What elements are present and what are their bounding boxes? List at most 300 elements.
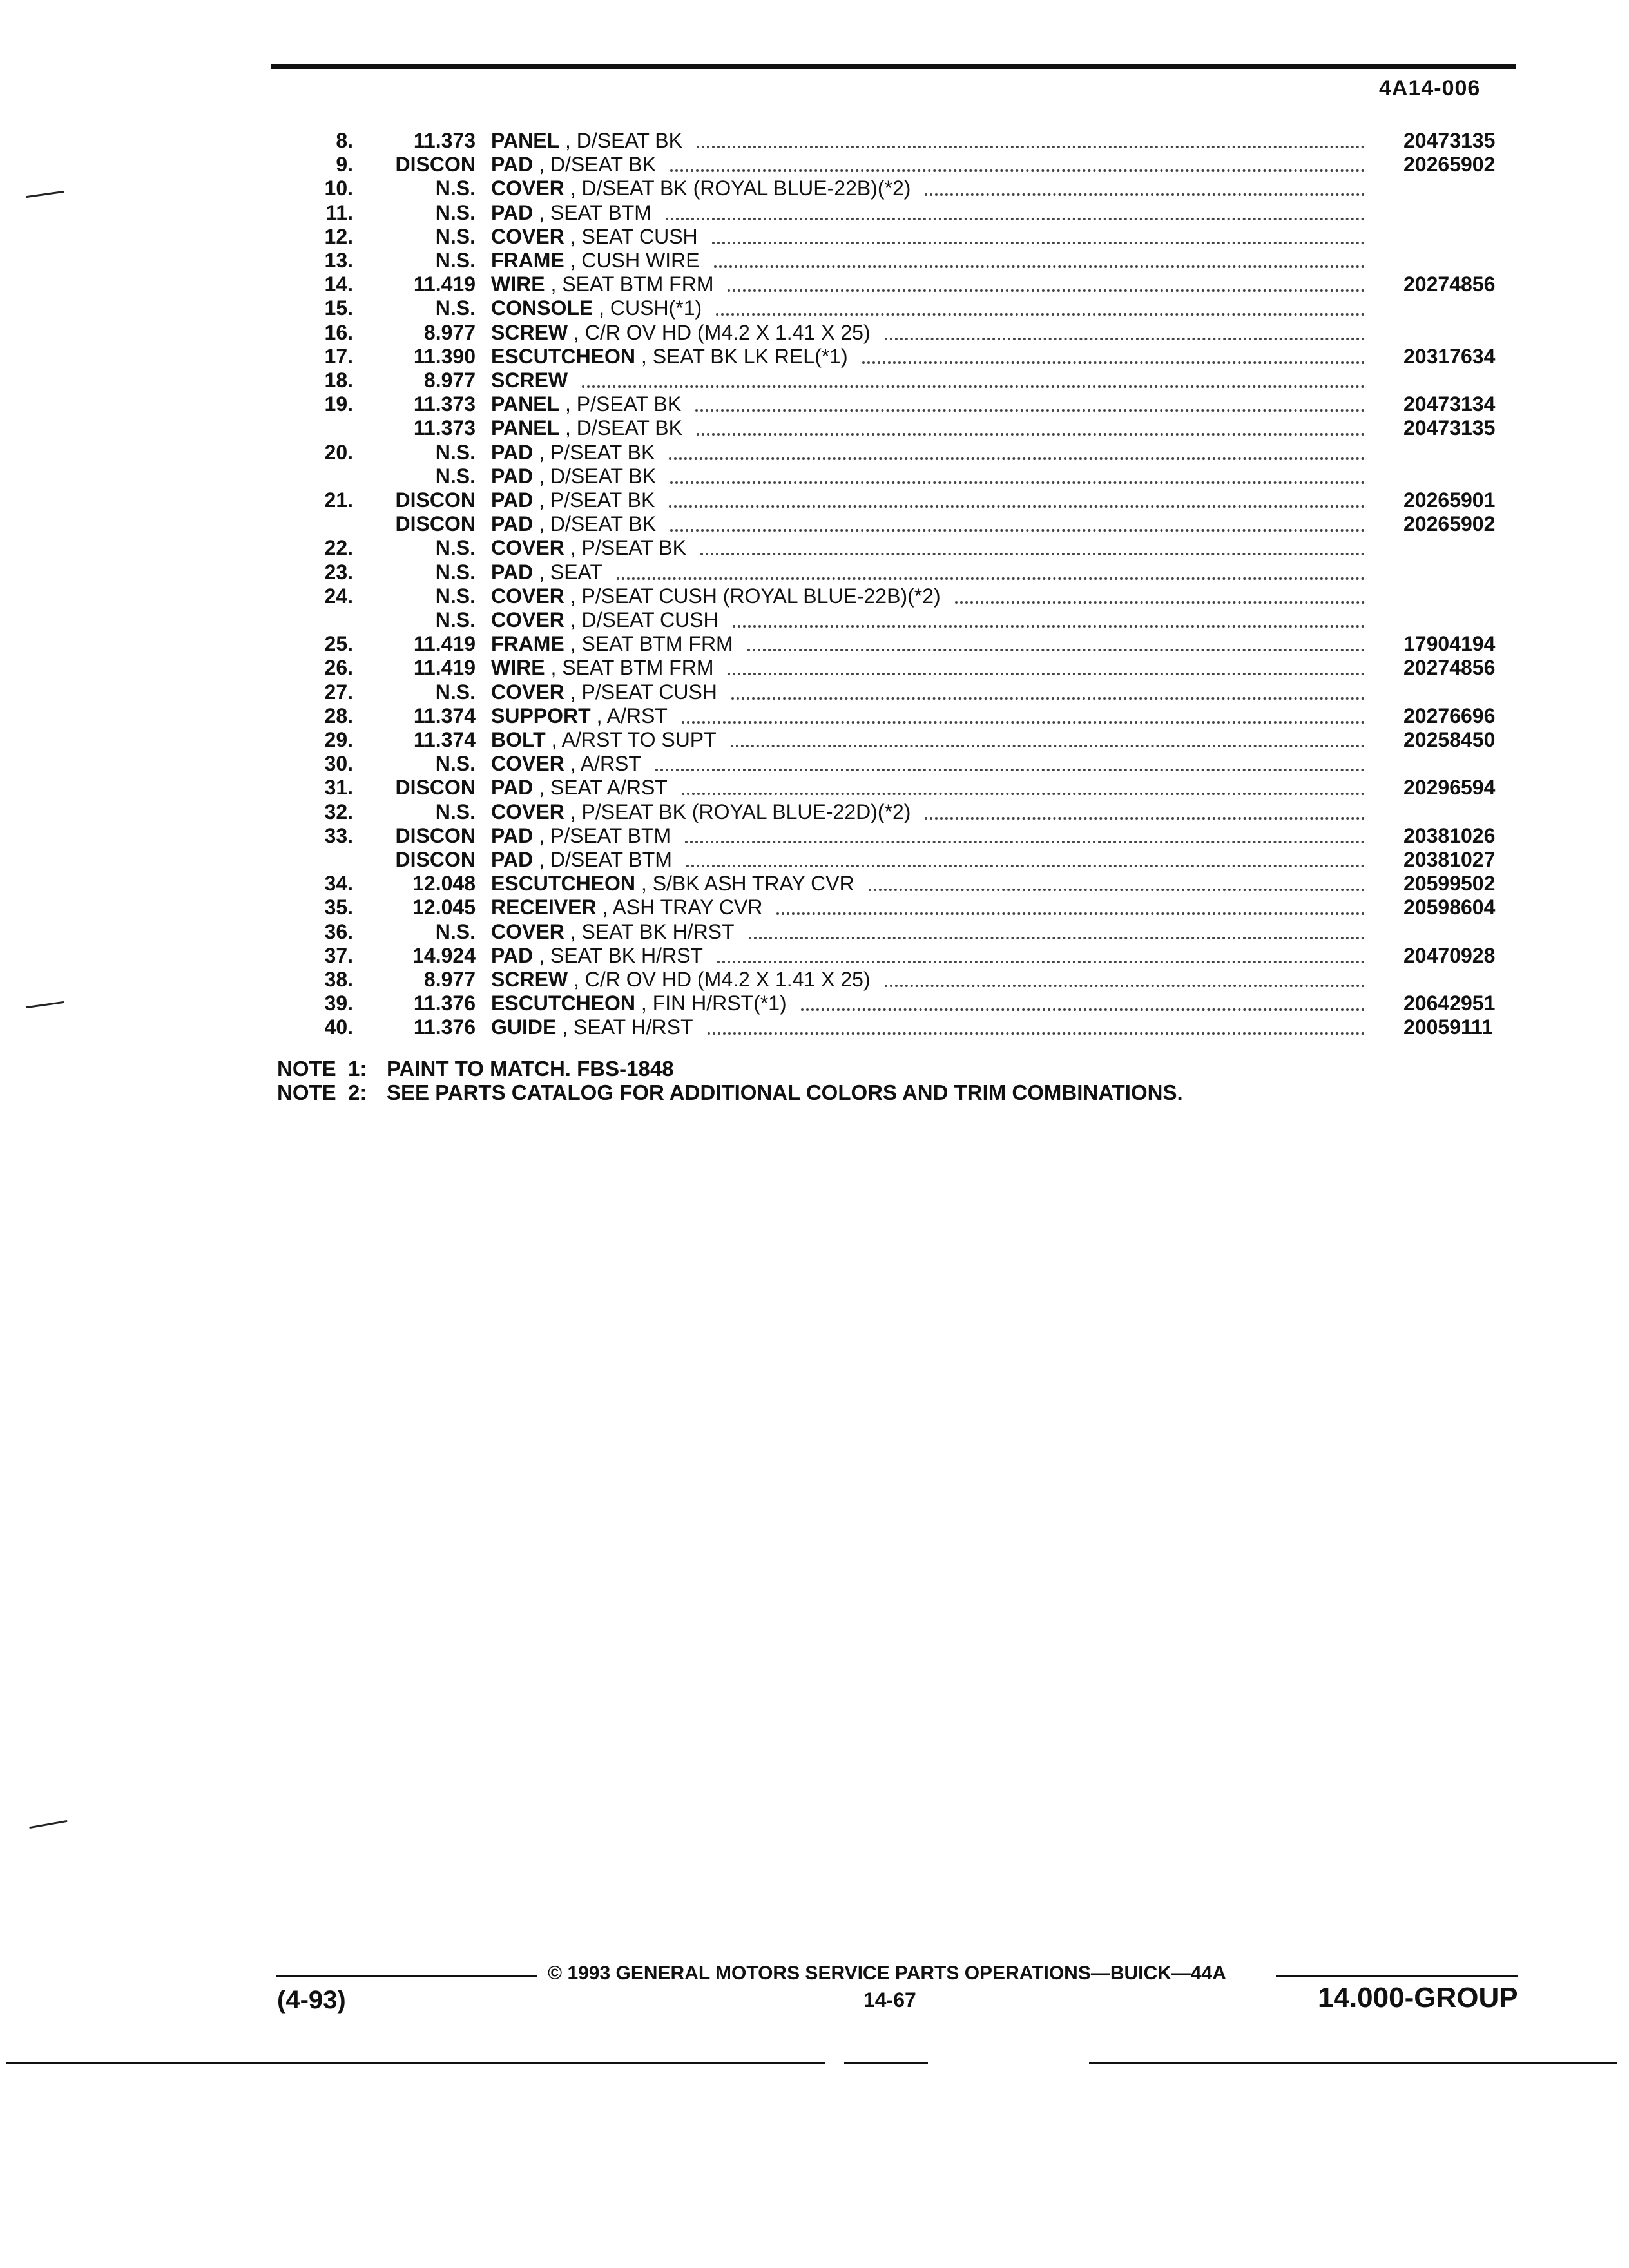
part-detail: P/SEAT BK	[550, 441, 655, 464]
dot-leader	[714, 265, 1365, 268]
part-detail: A/RST	[580, 752, 641, 775]
group-number: 8.977	[423, 968, 476, 991]
part-name: SUPPORT	[491, 704, 591, 727]
part-row	[0, 536, 1629, 560]
part-name: PAD	[491, 512, 534, 535]
part-description	[491, 944, 703, 968]
part-description	[491, 728, 717, 752]
part-row	[0, 225, 1629, 249]
part-detail: C/R OV HD (M4.2 X 1.41 X 25)	[584, 321, 871, 344]
item-number: 26.	[324, 656, 353, 679]
part-description	[491, 177, 911, 200]
part-row	[0, 872, 1629, 896]
part-detail: SEAT BK H/RST	[581, 920, 735, 943]
separator: ,	[635, 992, 653, 1015]
part-name: COVER	[491, 800, 564, 823]
part-number: 20274856	[1403, 273, 1496, 296]
note-label: NOTE 1:	[277, 1057, 367, 1081]
item-number: 30.	[324, 752, 353, 775]
item-number: 31.	[324, 776, 353, 799]
group-number: 11.374	[413, 704, 476, 727]
part-description	[491, 225, 698, 249]
part-description	[491, 680, 717, 704]
part-row	[0, 728, 1629, 752]
part-row	[0, 920, 1629, 944]
part-name: PAD	[491, 944, 534, 967]
part-name: PAD	[491, 201, 534, 224]
part-name: PANEL	[491, 416, 560, 439]
item-number: 13.	[324, 249, 353, 272]
dot-leader	[697, 146, 1365, 148]
part-number: 20473135	[1403, 416, 1496, 439]
bottom-rule	[6, 2062, 825, 2064]
group-number: 14.924	[412, 944, 476, 967]
note-text: PAINT TO MATCH. FBS-1848	[387, 1057, 674, 1081]
item-number: 33.	[324, 824, 353, 847]
group-number: DISCON	[395, 488, 476, 512]
dot-leader	[669, 505, 1365, 508]
part-detail: D/SEAT BK	[550, 465, 657, 488]
note-line	[277, 1081, 1183, 1105]
separator: ,	[559, 416, 577, 439]
dot-leader	[862, 361, 1365, 364]
part-description	[491, 584, 941, 608]
separator: ,	[533, 944, 550, 967]
separator: ,	[564, 177, 582, 200]
part-description	[491, 153, 656, 177]
part-row	[0, 944, 1629, 968]
dot-leader	[682, 721, 1365, 724]
separator: ,	[545, 728, 562, 751]
part-name: PAD	[491, 561, 534, 584]
group-number: N.S.	[435, 201, 476, 224]
part-row	[0, 201, 1629, 225]
part-name: PAD	[491, 488, 534, 512]
dot-leader	[728, 289, 1365, 292]
item-number: 27.	[324, 680, 353, 704]
part-name: COVER	[491, 584, 564, 608]
note-text: SEE PARTS CATALOG FOR ADDITIONAL COLORS AND TRIM COMBINATIONS.	[387, 1081, 1183, 1104]
item-number: 12.	[324, 225, 353, 248]
group-number: N.S.	[435, 536, 476, 559]
part-description	[491, 201, 651, 225]
bottom-rule	[844, 2062, 928, 2064]
part-row	[0, 392, 1629, 416]
separator: ,	[568, 321, 585, 344]
item-number: 14.	[324, 273, 353, 296]
group-number: N.S.	[435, 584, 476, 608]
part-detail: D/SEAT BTM	[550, 848, 672, 871]
part-row	[0, 752, 1629, 776]
dot-leader	[686, 865, 1365, 867]
separator: ,	[564, 752, 581, 775]
part-description	[491, 776, 668, 800]
item-number: 8.	[336, 129, 353, 152]
group-number: DISCON	[395, 848, 476, 871]
group-number: N.S.	[435, 608, 476, 631]
item-number: 18.	[324, 369, 353, 392]
part-number: 20258450	[1403, 728, 1496, 751]
part-description	[491, 824, 671, 848]
dot-leader	[682, 793, 1365, 795]
item-number: 36.	[324, 920, 353, 943]
part-number: 17904194	[1403, 632, 1496, 655]
separator: ,	[564, 608, 582, 631]
item-number: 34.	[324, 872, 353, 895]
item-number: 19.	[324, 392, 353, 416]
dot-leader	[869, 889, 1365, 891]
item-number: 35.	[324, 896, 353, 919]
part-name: COVER	[491, 608, 564, 631]
item-number: 9.	[336, 153, 353, 176]
separator: ,	[564, 536, 582, 559]
group-number: 11.376	[413, 1015, 476, 1039]
group-number: 11.376	[413, 992, 476, 1015]
part-number: 20473135	[1403, 129, 1496, 152]
dot-leader	[666, 218, 1365, 220]
dot-leader	[749, 937, 1365, 939]
part-detail: SEAT CUSH	[581, 225, 698, 248]
dot-leader	[670, 529, 1365, 532]
part-number: 20296594	[1403, 776, 1496, 799]
group-number: DISCON	[395, 153, 476, 176]
part-description	[491, 608, 718, 632]
separator: ,	[559, 392, 577, 416]
separator: ,	[564, 632, 582, 655]
part-detail: P/SEAT BTM	[550, 824, 671, 847]
part-description	[491, 800, 911, 824]
part-detail: P/SEAT BK (ROYAL BLUE-22D)(*2)	[581, 800, 911, 823]
part-name: ESCUTCHEON	[491, 992, 636, 1015]
group-number: 12.048	[412, 872, 476, 895]
part-name: WIRE	[491, 656, 545, 679]
footer-copyright: © 1993 GENERAL MOTORS SERVICE PARTS OPERATIONS—BUICK—44A	[548, 1963, 1226, 1984]
margin-mark	[29, 1820, 68, 1829]
part-row	[0, 129, 1629, 153]
note-label: NOTE 2:	[277, 1081, 367, 1104]
part-row	[0, 441, 1629, 465]
part-number: 20642951	[1403, 992, 1496, 1015]
dot-leader	[925, 817, 1365, 820]
part-detail: A/RST	[606, 704, 668, 727]
group-number: 11.390	[413, 345, 476, 368]
part-name: PAD	[491, 776, 534, 799]
part-name: SCREW	[491, 369, 568, 392]
item-number: 16.	[324, 321, 353, 344]
part-row	[0, 561, 1629, 584]
part-row	[0, 249, 1629, 273]
part-detail: P/SEAT CUSH	[581, 680, 717, 704]
separator: ,	[564, 800, 582, 823]
part-name: PAD	[491, 824, 534, 847]
separator: ,	[564, 680, 582, 704]
group-number: N.S.	[435, 441, 476, 464]
group-number: DISCON	[395, 824, 476, 847]
group-number: DISCON	[395, 776, 476, 799]
part-row	[0, 680, 1629, 704]
item-number: 10.	[324, 177, 353, 200]
separator: ,	[533, 153, 550, 176]
item-number: 28.	[324, 704, 353, 727]
part-detail: CUSH WIRE	[581, 249, 700, 272]
part-detail: D/SEAT BK	[576, 129, 682, 152]
part-detail: C/R OV HD (M4.2 X 1.41 X 25)	[584, 968, 871, 991]
separator: ,	[590, 704, 607, 727]
item-number: 38.	[324, 968, 353, 991]
group-number: 11.419	[413, 656, 476, 679]
part-description	[491, 273, 713, 296]
separator: ,	[545, 273, 563, 296]
bottom-rule	[1089, 2062, 1617, 2064]
part-number: 20473134	[1403, 392, 1496, 416]
part-row	[0, 656, 1629, 680]
part-row	[0, 800, 1629, 824]
item-number: 39.	[324, 992, 353, 1015]
part-row	[0, 273, 1629, 296]
separator: ,	[556, 1015, 574, 1039]
item-number: 21.	[324, 488, 353, 512]
dot-leader	[712, 242, 1365, 244]
part-description	[491, 896, 762, 919]
dot-leader	[728, 673, 1365, 675]
group-number: 8.977	[423, 369, 476, 392]
part-detail: P/SEAT BK	[576, 392, 682, 416]
part-detail: SEAT BTM FRM	[562, 273, 714, 296]
part-name: COVER	[491, 680, 564, 704]
part-row	[0, 608, 1629, 632]
separator: ,	[533, 201, 550, 224]
dot-leader	[717, 961, 1365, 963]
part-name: PANEL	[491, 392, 560, 416]
item-number: 17.	[324, 345, 353, 368]
dot-leader	[731, 697, 1365, 700]
part-number: 20470928	[1403, 944, 1496, 967]
dot-leader	[582, 385, 1365, 388]
dot-leader	[747, 649, 1365, 651]
item-number: 32.	[324, 800, 353, 823]
separator: ,	[559, 129, 577, 152]
part-description	[491, 488, 655, 512]
group-number: 11.419	[413, 273, 476, 296]
part-description	[491, 369, 568, 392]
part-detail: P/SEAT CUSH (ROYAL BLUE-22B)(*2)	[581, 584, 941, 608]
part-row	[0, 369, 1629, 392]
part-row	[0, 824, 1629, 848]
dot-leader	[708, 1032, 1365, 1035]
dot-leader	[733, 625, 1365, 628]
part-description	[491, 345, 848, 369]
part-row	[0, 968, 1629, 992]
part-description	[491, 632, 733, 656]
dot-leader	[801, 1008, 1365, 1011]
group-number: DISCON	[395, 512, 476, 535]
part-description	[491, 1015, 693, 1039]
part-detail: D/SEAT BK	[550, 512, 657, 535]
part-detail: SEAT BK LK REL(*1)	[652, 345, 848, 368]
group-number: 8.977	[423, 321, 476, 344]
part-name: SCREW	[491, 321, 568, 344]
group-number: 11.374	[413, 728, 476, 751]
group-number: N.S.	[435, 800, 476, 823]
part-row	[0, 1015, 1629, 1039]
item-number: 37.	[324, 944, 353, 967]
item-number: 40.	[324, 1015, 353, 1039]
footer-rule-right	[1276, 1975, 1518, 1977]
separator: ,	[533, 512, 550, 535]
part-description	[491, 441, 655, 465]
separator: ,	[533, 465, 550, 488]
item-number: 15.	[324, 296, 353, 320]
group-number: N.S.	[435, 177, 476, 200]
separator: ,	[564, 584, 582, 608]
dot-leader	[695, 409, 1365, 412]
part-row	[0, 896, 1629, 919]
part-detail: S/BK ASH TRAY CVR	[652, 872, 854, 895]
dot-leader	[685, 841, 1365, 843]
separator: ,	[564, 225, 582, 248]
document-id: 4A14-006	[1379, 76, 1481, 101]
part-row	[0, 465, 1629, 488]
dot-leader	[669, 457, 1365, 460]
part-name: PAD	[491, 153, 534, 176]
part-detail: SEAT BTM FRM	[562, 656, 714, 679]
part-detail: P/SEAT BK	[581, 536, 686, 559]
part-name: BOLT	[491, 728, 546, 751]
part-description	[491, 704, 668, 728]
group-number: N.S.	[435, 561, 476, 584]
part-detail: SEAT A/RST	[550, 776, 668, 799]
part-detail: P/SEAT BK	[550, 488, 655, 512]
part-name: SCREW	[491, 968, 568, 991]
part-name: COVER	[491, 752, 564, 775]
separator: ,	[564, 920, 582, 943]
item-number: 11.	[325, 201, 353, 224]
separator: ,	[533, 561, 550, 584]
part-description	[491, 561, 602, 584]
item-number: 22.	[324, 536, 353, 559]
part-description	[491, 536, 686, 560]
part-description	[491, 848, 672, 872]
part-row	[0, 321, 1629, 345]
part-description	[491, 321, 871, 345]
dot-leader	[697, 433, 1365, 436]
group-number: N.S.	[435, 296, 476, 320]
part-description	[491, 249, 700, 273]
part-detail: D/SEAT CUSH	[581, 608, 718, 631]
part-row	[0, 776, 1629, 800]
group-number: 12.045	[412, 896, 476, 919]
dot-leader	[925, 193, 1365, 196]
separator: ,	[545, 656, 563, 679]
dot-leader	[700, 553, 1365, 555]
group-number: N.S.	[435, 752, 476, 775]
part-detail: SEAT H/RST	[574, 1015, 693, 1039]
group-number: N.S.	[435, 920, 476, 943]
dot-leader	[776, 912, 1365, 915]
part-number: 20317634	[1403, 345, 1496, 368]
part-name: PANEL	[491, 129, 560, 152]
part-name: WIRE	[491, 273, 545, 296]
part-name: PAD	[491, 848, 534, 871]
separator: ,	[596, 896, 613, 919]
part-name: GUIDE	[491, 1015, 557, 1039]
part-name: COVER	[491, 225, 564, 248]
separator: ,	[533, 441, 550, 464]
separator: ,	[533, 824, 550, 847]
dot-leader	[885, 338, 1365, 340]
part-row	[0, 177, 1629, 200]
part-detail: A/RST TO SUPT	[561, 728, 717, 751]
group-number: 11.373	[413, 392, 476, 416]
group-number: 11.373	[413, 416, 476, 439]
separator: ,	[635, 872, 653, 895]
item-number: 23.	[324, 561, 353, 584]
part-row	[0, 848, 1629, 872]
top-rule	[271, 64, 1516, 69]
item-number: 25.	[324, 632, 353, 655]
part-number: 20381027	[1403, 848, 1496, 871]
part-detail: ASH TRAY CVR	[612, 896, 763, 919]
part-description	[491, 296, 702, 320]
part-name: ESCUTCHEON	[491, 345, 636, 368]
separator: ,	[564, 249, 582, 272]
part-row	[0, 704, 1629, 728]
part-detail: CUSH(*1)	[610, 296, 702, 320]
footer-group: 14.000-GROUP	[1318, 1982, 1518, 2013]
group-number: N.S.	[435, 225, 476, 248]
part-row	[0, 153, 1629, 177]
group-number: N.S.	[435, 465, 476, 488]
part-name: RECEIVER	[491, 896, 597, 919]
part-name: FRAME	[491, 249, 564, 272]
part-detail: SEAT BK H/RST	[550, 944, 703, 967]
dot-leader	[716, 313, 1365, 316]
footer-rule-left	[276, 1975, 537, 1977]
part-description	[491, 465, 656, 488]
part-description	[491, 920, 735, 944]
part-name: COVER	[491, 177, 564, 200]
part-name: PAD	[491, 441, 534, 464]
part-detail: D/SEAT BK	[550, 153, 657, 176]
separator: ,	[533, 776, 550, 799]
part-description	[491, 416, 682, 440]
part-number: 20265901	[1403, 488, 1496, 512]
part-description	[491, 129, 682, 153]
part-row	[0, 584, 1629, 608]
part-number: 20276696	[1403, 704, 1496, 727]
part-name: FRAME	[491, 632, 564, 655]
separator: ,	[568, 968, 585, 991]
part-name: CONSOLE	[491, 296, 593, 320]
item-number: 29.	[324, 728, 353, 751]
part-description	[491, 656, 713, 680]
note-line	[277, 1057, 674, 1081]
dot-leader	[885, 985, 1365, 987]
part-description	[491, 872, 854, 896]
dot-leader	[617, 577, 1365, 580]
part-detail: D/SEAT BK	[576, 416, 682, 439]
part-number: 20265902	[1403, 153, 1496, 176]
item-number: 24.	[324, 584, 353, 608]
part-number: 20274856	[1403, 656, 1496, 679]
separator: ,	[533, 848, 550, 871]
part-detail: SEAT BTM	[550, 201, 651, 224]
footer-date: (4-93)	[277, 1986, 346, 2014]
separator: ,	[533, 488, 550, 512]
part-number: 20381026	[1403, 824, 1496, 847]
group-number: 11.419	[413, 632, 476, 655]
part-name: ESCUTCHEON	[491, 872, 636, 895]
